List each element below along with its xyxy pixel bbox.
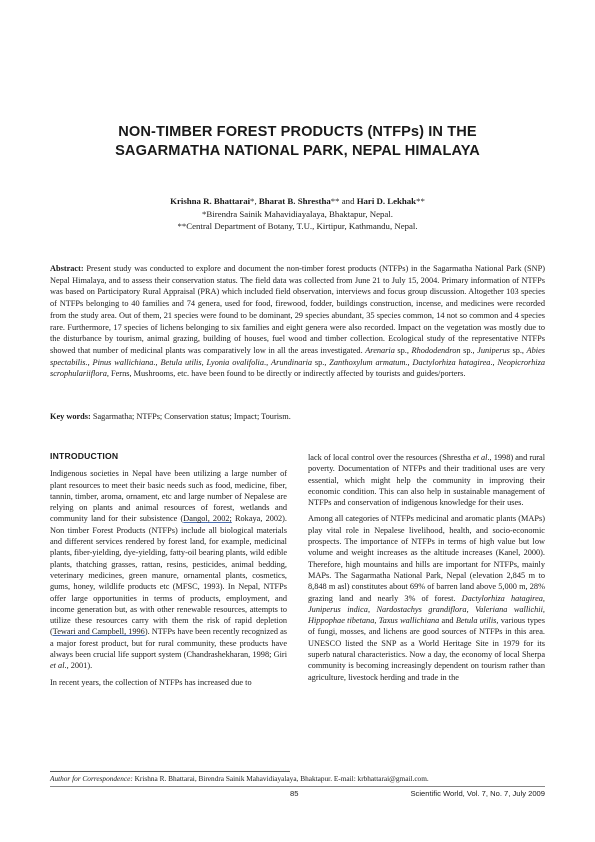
paragraph-text: ., 2001). bbox=[64, 661, 93, 671]
species-name: Juniperus indica bbox=[308, 604, 368, 614]
species-name: Arundinaria bbox=[271, 357, 313, 367]
paragraph-text: Rokaya, 2002). Non timber Forest Products (NTFPs) include all biological materials and different services rendered by forest land, for example, medicinal plants, fiber-yielding, dye-yielding, fatty-oil bearing plants, wild edible plants, thatching grasses, rattan, resins, pesticides, animal bedding, veterinary medicines, green manure, ornamental plants, cosmetics, gums, honey, wildlife products etc (MFSC, 1993). In Nepal, NTFPs offer large opportunities in terms of products, employment, and income generation but, as with other renewable resources, attempts to utilize these resources carry with them the risk of rapid depletion ( bbox=[50, 514, 287, 637]
species-name: Nardostachys grandiflora bbox=[376, 604, 467, 614]
affiliation-1: *Birendra Sainik Mahavidiayalaya, Bhaktapur, Nepal. bbox=[202, 208, 393, 219]
right-paragraph-1 bbox=[308, 452, 545, 508]
right-column bbox=[308, 452, 545, 688]
author-names bbox=[60, 195, 535, 208]
journal-reference: Scientific World, Vol. 7, No. 7, July 2009 bbox=[410, 789, 545, 798]
abstract-label: Abstract: bbox=[50, 264, 84, 273]
et-al: et al bbox=[472, 453, 488, 462]
abstract-sep: , bbox=[201, 357, 207, 367]
species-name: Zanthoxylum armatum. bbox=[329, 357, 408, 367]
species-name: Valeriana wallichii bbox=[475, 604, 543, 614]
species-name: Hippophae tibetana bbox=[308, 616, 375, 626]
paragraph-sep: , bbox=[466, 604, 476, 614]
abstract-text: Present study was conducted to explore and document the non-timber forest products (NTFPs) in the Sagarmatha National Park (SNP) Nepal Himalaya, and to assess their conservation status. The field data was collected from June 21 to July 15, 2004. Primary information of NTFPs was based on Participatory Rural Appraisal (PRA) which included field observation, interviews and focus group discussion. Altogether 103 species of NTFPs belonging to 40 families and 74 genera, used for food, firewood, fodder, buildings construction, incense, and medicines were recorded from the study area. Out of them, 21 species were found to be dominant, 29 species abundant, 35 species common, 14 not so common and 4 species rare. Furthermore, 17 species of lichens belonging to six families and eight genera were also recorded. Impact on the vegetation was mostly due to the disturbance by tourism, animal grazing, building of houses, fuel wood and timber collection. Ecological study of the representative NTFPs showed that number of medicinal plants was comparatively low in all the areas investigated. bbox=[50, 264, 545, 355]
keywords bbox=[50, 411, 545, 423]
paragraph-text: Among all categories of NTFPs medicinal and aromatic plants (MAPs) play vital role in Nepalese livelihood, health, and socio-economic prospects. The importance of NTFPs in terms of high value but low volume and weight increases as the altitude increases (Kanel, 2000). Therefore, high mountains and hills are important for NTFPs, mainly MAPs. The Sagarmatha National Park, Nepal (elevation 2,845 m to 8,848 m asl) constitutes about 69% of barren land above 5,000 m, 28% grazing land and nearly 3% of forest. bbox=[308, 514, 545, 603]
paragraph-text: ). NTFPs have been recently recognized as a major forest product, but for rural community, these products have always been crucial life support system (Chandrashekharan, 1998; Giri bbox=[50, 627, 287, 660]
species-name: Dactylorhiza hatagirea bbox=[461, 593, 543, 603]
title-line-2: SAGARMATHA NATIONAL PARK, NEPAL HIMALAYA bbox=[115, 143, 480, 159]
species-name: Taxus wallichiana bbox=[378, 616, 440, 626]
author-3-mark: ** bbox=[416, 196, 425, 206]
author-1: Krishna R. Bhattarai bbox=[170, 196, 251, 206]
paragraph-sep: , bbox=[542, 593, 545, 603]
affiliation-2: **Central Department of Botany, T.U., Kirtipur, Kathmandu, Nepal. bbox=[177, 221, 418, 231]
citation-link[interactable]: Dangol, 2002; bbox=[183, 514, 232, 524]
correspondence-footnote bbox=[50, 774, 545, 784]
author-3: Hari D. Lekhak bbox=[356, 196, 417, 206]
paragraph-text: lack of local control over the resources (Shrestha bbox=[308, 453, 473, 462]
species-name: Arenaria bbox=[365, 345, 395, 355]
intro-paragraph-1 bbox=[50, 468, 287, 671]
abstract-sep: sp., bbox=[394, 345, 412, 355]
keywords-text: Sagarmatha; NTFPs; Conservation status; Impact; Tourism. bbox=[90, 412, 291, 421]
abstract-sep: sp., bbox=[312, 357, 330, 367]
abstract-sep: , Ferns, Mushrooms, etc. have been found to be directly or indirectly affected by tourists and guides/porters. bbox=[106, 369, 466, 379]
paragraph-sep: , bbox=[542, 604, 545, 614]
species-name: Dactylorhiza hatagirea bbox=[412, 357, 491, 367]
intro-paragraph-2: In recent years, the collection of NTFPs has increased due to bbox=[50, 677, 252, 687]
species-name: Neopicrorhiza scrophulariiflora bbox=[50, 357, 545, 379]
title-line-1: NON-TIMBER FOREST PRODUCTS (NTFPs) IN THE bbox=[118, 124, 477, 140]
et-al: et al bbox=[50, 661, 65, 671]
footnote-divider bbox=[50, 771, 290, 772]
paragraph-text: , various types of fungi, mosses, and lichens are good sources of NTFPs in this area. UNESCO listed the SNP as a World Heritage Site in 1979 for its superb natural characteristics. Now a day, the economy of local Sherpa community is becoming increasingly dependent on tourism rather than agriculture, livestock herding and trade in the bbox=[308, 616, 545, 682]
paragraph-text: Indigenous societies in Nepal have been utilizing a large number of plant resources to meet their basic needs such as food, medicine, fiber, tannin, timber, aroma, ornament, etc and large number of Nepalese are relying on plants and animal resources of forest, wetlands and community land for their subsistence ( bbox=[50, 469, 287, 524]
abstract-sep: ., bbox=[264, 357, 272, 367]
author-1-mark: *, bbox=[250, 196, 259, 206]
section-heading: INTRODUCTION bbox=[50, 451, 119, 461]
abstract-sep: , bbox=[155, 357, 161, 367]
author-2-mark: ** and bbox=[330, 196, 357, 206]
species-name: Juniperus bbox=[477, 345, 510, 355]
species-name: Lyonia ovalifolia bbox=[206, 357, 264, 367]
citation-link[interactable]: Tewari and Campbell, 1996 bbox=[52, 627, 145, 637]
paragraph-sep: and bbox=[439, 616, 456, 626]
species-name: Betula utilis bbox=[160, 357, 202, 367]
keywords-label: Key words: bbox=[50, 412, 91, 421]
abstract-sep: sp., bbox=[460, 345, 478, 355]
species-name: Rhododendron bbox=[411, 345, 461, 355]
footnote-label: Author for Correspondence: bbox=[50, 774, 133, 783]
abstract-sep: , bbox=[407, 357, 413, 367]
abstract-sep: sp., bbox=[509, 345, 527, 355]
author-2: Bharat B. Shrestha bbox=[258, 196, 331, 206]
paragraph-sep: , bbox=[367, 604, 377, 614]
left-column bbox=[50, 441, 287, 693]
abstract bbox=[50, 263, 545, 380]
species-name: Pinus wallichiana. bbox=[92, 357, 156, 367]
abstract-sep: ., bbox=[490, 357, 498, 367]
author-block bbox=[60, 195, 535, 233]
right-paragraph-2 bbox=[308, 513, 545, 682]
paragraph-sep: , bbox=[374, 616, 379, 626]
species-name: Betula utilis bbox=[455, 616, 497, 626]
page-number: 85 bbox=[290, 789, 299, 798]
paper-title bbox=[60, 123, 535, 161]
paragraph-text: ., 1998) and rural poverty. Documentation of NTFPs and their traditional uses are very essential, which might help the community in improving their economic condition. This can also help in sustainable management of NTFPs and conservation of indigenous knowledge for their uses. bbox=[308, 453, 546, 508]
species-name: Abies spectabilis. bbox=[50, 345, 545, 367]
footer-divider bbox=[50, 786, 545, 787]
footnote-text: Krishna R. Bhattarai, Birendra Sainik Mahavidiayalaya, Bhaktapur. E-mail: krbhattarai@gmail.com. bbox=[132, 774, 429, 783]
abstract-sep: , bbox=[87, 357, 93, 367]
